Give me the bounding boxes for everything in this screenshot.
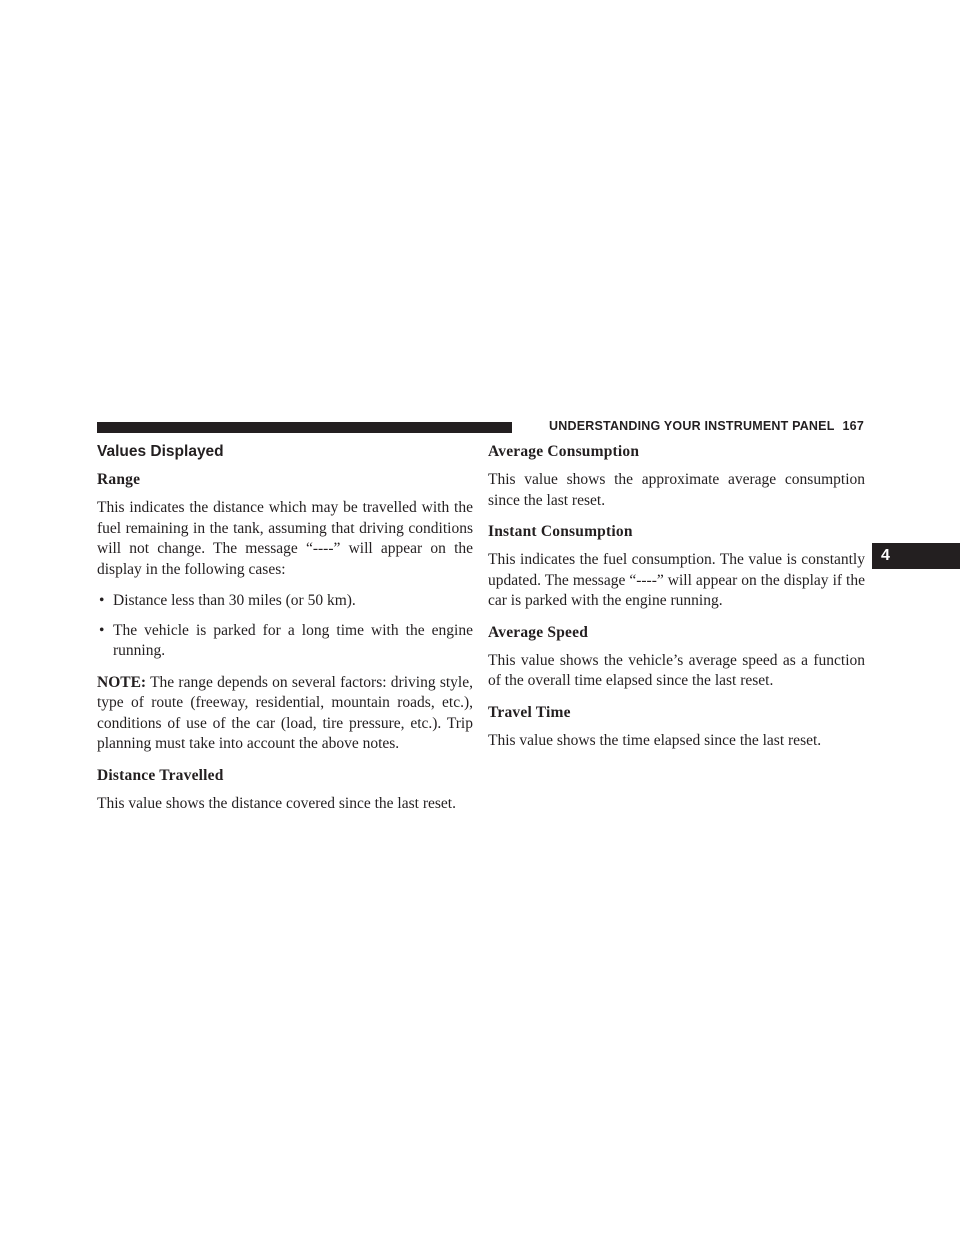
range-heading: Range [97, 471, 141, 488]
running-header [549, 419, 864, 433]
travel-time-heading: Travel Time [488, 703, 571, 721]
average-speed-body: This value shows the vehicle’s average speed as a function of the overall time elapsed since the last reset. [488, 651, 865, 689]
note-text: The range depends on several factors: driving style, type of route (freeway, residential, mountain roads, etc.), conditions of use of the car (load, tire pressure, etc.). Trip planning must take into account the above notes. [97, 673, 473, 752]
bullet-icon: • [99, 592, 105, 609]
page-number: 167 [842, 419, 864, 433]
average-speed-heading: Average Speed [488, 623, 589, 641]
left-column [97, 442, 473, 825]
distance-travelled-body: This value shows the distance covered since the last reset. [97, 794, 456, 812]
header-title: UNDERSTANDING YOUR INSTRUMENT PANEL [549, 419, 835, 433]
average-consumption-body: This value shows the approximate average consumption since the last reset. [488, 471, 865, 509]
note-label: NOTE: [97, 673, 147, 691]
list-item-text: The vehicle is parked for a long time with the engine running. [113, 621, 473, 659]
distance-travelled-heading: Distance Travelled [97, 766, 224, 784]
range-body: This indicates the distance which may be travelled with the fuel remaining in the tank, assuming that driving conditions will not change. The message “----” will appear on the display in the following cases: [97, 499, 473, 578]
instant-consumption-heading: Instant Consumption [488, 523, 633, 540]
list-item [97, 621, 473, 662]
range-note [97, 673, 473, 755]
section-title: Values Displayed [97, 443, 224, 460]
instant-consumption-body: This indicates the fuel consumption. The value is constantly updated. The message “----” will appear on the display if the car is parked with the engine running. [488, 551, 865, 609]
bullet-icon: • [99, 621, 105, 639]
travel-time-body: This value shows the time elapsed since the last reset. [488, 731, 822, 749]
average-consumption-heading: Average Consumption [488, 443, 640, 460]
chapter-tab: 4 [872, 543, 960, 569]
right-column [488, 442, 865, 762]
range-bullet-list [97, 591, 473, 662]
list-item-text: Distance less than 30 miles (or 50 km). [113, 592, 356, 609]
list-item [97, 591, 473, 612]
header-rule [97, 422, 512, 433]
